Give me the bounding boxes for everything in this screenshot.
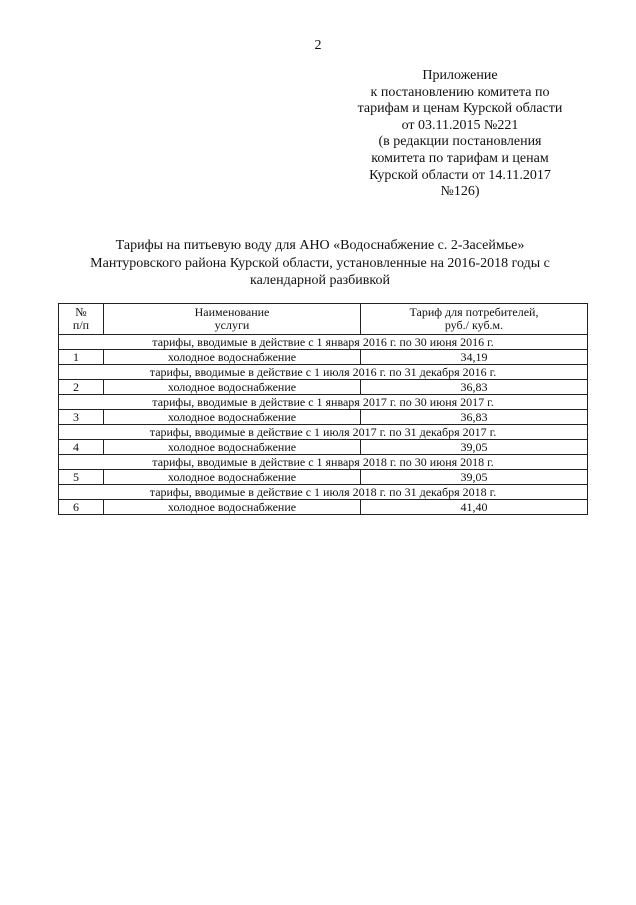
period-row [59,425,588,440]
period-row [59,395,588,410]
period-row [59,455,588,470]
appendix-line: Курской области от 14.11.2017 [369,167,551,183]
period-label: тарифы, вводимые в действие с 1 июля 2018 г. по 31 декабря 2018 г. [59,485,588,500]
row-tariff-value: 34,19 [361,350,588,365]
table-row [59,350,588,365]
row-service: холодное водоснабжение [104,470,361,485]
period-label: тарифы, вводимые в действие с 1 января 2016 г. по 30 июня 2016 г. [59,335,588,350]
row-number: 6 [59,500,104,515]
row-number: 4 [59,440,104,455]
row-service: холодное водоснабжение [104,350,361,365]
appendix-block [340,68,580,201]
period-label: тарифы, вводимые в действие с 1 июля 2017 г. по 31 декабря 2017 г. [59,425,588,440]
row-service: холодное водоснабжение [104,410,361,425]
row-tariff-value: 41,40 [361,500,588,515]
header-number: № п/п [59,304,104,335]
header-service-name: Наименование услуги [104,304,361,335]
period-label: тарифы, вводимые в действие с 1 января 2018 г. по 30 июня 2018 г. [59,455,588,470]
row-tariff-value: 36,83 [361,380,588,395]
row-tariff-value: 36,83 [361,410,588,425]
period-label: тарифы, вводимые в действие с 1 января 2017 г. по 30 июня 2017 г. [59,395,588,410]
page-number: 2 [314,38,322,53]
title-line: Мантуровского района Курской области, установленные на 2016-2018 годы с [90,255,550,271]
appendix-line: Приложение [422,68,498,83]
period-label: тарифы, вводимые в действие с 1 июля 2016 г. по 31 декабря 2016 г. [59,365,588,380]
period-row [59,365,588,380]
appendix-line: №126) [440,184,480,200]
appendix-line: к постановлению комитета по [370,84,550,100]
tariff-table [58,303,588,515]
period-row [59,335,588,350]
document-title [60,237,580,290]
row-number: 3 [59,410,104,425]
row-tariff-value: 39,05 [361,470,588,485]
row-tariff-value: 39,05 [361,440,588,455]
title-line: Тарифы на питьевую воду для АНО «Водоснабжение с. 2-Засеймье» [115,238,525,253]
table-row [59,380,588,395]
appendix-line: (в редакции постановления [378,134,542,150]
appendix-line: тарифам и ценам Курской области [357,101,563,117]
table-row [59,500,588,515]
table-row [59,440,588,455]
appendix-line: от 03.11.2015 №221 [401,117,519,133]
table-row [59,410,588,425]
title-line: календарной разбивкой [250,273,390,288]
row-number: 2 [59,380,104,395]
table-header-row [59,304,588,335]
table-row [59,470,588,485]
row-service: холодное водоснабжение [104,380,361,395]
row-number: 1 [59,350,104,365]
row-service: холодное водоснабжение [104,440,361,455]
header-tariff: Тариф для потребителей, руб./ куб.м. [361,304,588,335]
row-service: холодное водоснабжение [104,500,361,515]
row-number: 5 [59,470,104,485]
period-row [59,485,588,500]
appendix-line: комитета по тарифам и ценам [371,150,549,166]
